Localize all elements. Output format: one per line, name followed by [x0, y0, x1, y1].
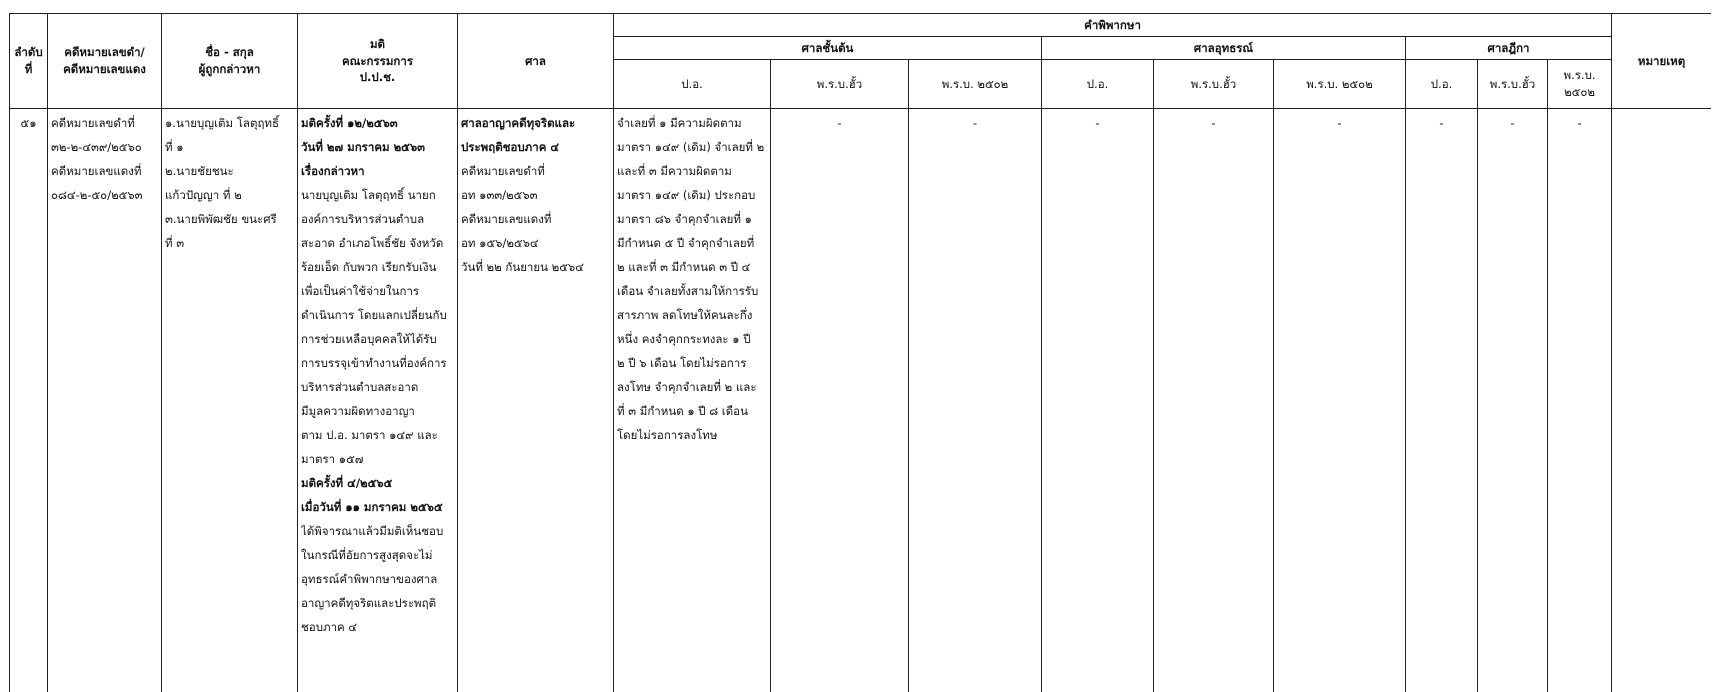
header-supreme-court: ศาลฎีกา [1406, 37, 1612, 60]
resolution-line: การบรรจุเข้าทำงานที่องค์การ [301, 356, 447, 370]
resolution-line: เรื่องกล่าวหา [301, 164, 365, 178]
cell-accused-names: ๑.นายบุญเติม โลตุฤทธิ์ ที่ ๑ ๒.นายชัยชนะ แก้วปัญญา ที่ ๒ ๓.นายพิพัฒชัย ขนะศรี ที่ ๓ [162, 109, 298, 692]
resolution-line: ตาม ป.อ. มาตรา ๑๔๙ และ [301, 428, 438, 442]
resolution-line: เมื่อวันที่ ๑๑ มกราคม ๒๕๖๕ [301, 500, 443, 514]
header-verdict: คำพิพากษา [614, 14, 1612, 37]
resolution-line: องค์การบริหารส่วนตำบล [301, 212, 425, 226]
header-case-number: คดีหมายเลขดำ/ คดีหมายเลขแดง [48, 14, 162, 109]
court-line: วันที่ ๒๒ กันยายน ๒๕๖๔ [461, 260, 584, 274]
cell-seq: ๕๑ [10, 109, 48, 692]
court-line: คดีหมายเลขดำที่ [461, 164, 545, 178]
resolution-line: ร้อยเอ็ด กับพวก เรียกรับเงิน [301, 260, 437, 274]
header-appeal-prb-2502: พ.ร.บ. ๒๕๐๒ [1274, 60, 1406, 109]
cell-first-po: จำเลยที่ ๑ มีความผิดตาม มาตรา ๑๔๙ (เดิม) จำเลยที่ ๒ และที่ ๓ มีความผิดตาม มาตรา ๑๔๙ (เดิม) ประกอบ มาตรา ๘๖ จำคุกจำเลยที่ ๑ มีกำหนด ๕ ปี จำคุกจำเลยที่ ๒ และที่ ๓ มีกำหนด ๓ ปี ๔ เดือน จำเลยทั้งสามให้การรับ สารภาพ ลดโทษให้คนละกึ่ง หนึ่ง คงจำคุกกระทงละ ๑ ปี ๒ ปี ๖ เดือน โดยไม่รอการ ลงโทษ จำคุกจำเลยที่ ๒ และ ที่ ๓ มีกำหนด ๑ ปี ๘ เดือน โดยไม่รอการลงโทษ [614, 109, 771, 692]
cell-supreme-po: - [1406, 109, 1478, 692]
header-first-court: ศาลชั้นต้น [614, 37, 1042, 60]
header-accused-name: ชื่อ - สกุล ผู้ถูกกล่าวหา [162, 14, 298, 109]
resolution-line: เพื่อเป็นค่าใช้จ่ายในการ [301, 284, 420, 298]
cell-first-prb-2502: - [909, 109, 1042, 692]
table-row [10, 109, 1712, 692]
resolution-line: การช่วยเหลือบุคคลให้ได้รับ [301, 332, 437, 346]
document-page [9, 13, 1711, 692]
cell-supreme-prb-old: - [1478, 109, 1548, 692]
resolution-line: มีมูลความผิดทางอาญา [301, 404, 415, 418]
court-line: อท ๑๓๓/๒๕๖๓ [461, 188, 538, 202]
header-first-prb-2502: พ.ร.บ. ๒๕๐๒ [909, 60, 1042, 109]
resolution-line: ได้พิจารณาแล้วมีมติเห็นชอบ [301, 524, 444, 538]
resolution-line: นายบุญเติม โลตุฤทธิ์ นายก [301, 188, 436, 202]
cell-appeal-po: - [1042, 109, 1154, 692]
header-court: ศาล [458, 14, 614, 109]
case-table [9, 13, 1711, 692]
header-first-prb-old: พ.ร.บ.ฮั้ว [771, 60, 909, 109]
cell-first-prb-old: - [771, 109, 909, 692]
resolution-line: ในกรณีที่อัยการสูงสุดจะไม่ [301, 548, 433, 562]
court-line: อท ๑๕๖/๒๕๖๔ [461, 236, 539, 250]
header-supreme-po: ป.อ. [1406, 60, 1478, 109]
header-seq: ลำดับ ที่ [10, 14, 48, 109]
court-line: คดีหมายเลขแดงที่ [461, 212, 552, 226]
header-first-po: ป.อ. [614, 60, 771, 109]
resolution-line: ชอบภาค ๔ [301, 620, 358, 634]
header-resolution: มติ คณะกรรมการ ป.ป.ช. [298, 14, 458, 109]
resolution-line: มติครั้งที่ ๑๒/๒๕๖๓ [301, 116, 398, 130]
resolution-line: ดำเนินการ โดยแลกเปลี่ยนกับ [301, 308, 447, 322]
header-appeal-po: ป.อ. [1042, 60, 1154, 109]
cell-remark [1612, 109, 1711, 692]
cell-resolution [298, 109, 458, 692]
cell-court [458, 109, 614, 692]
header-supreme-prb-old: พ.ร.บ.ฮั้ว [1478, 60, 1548, 109]
court-line: ศาลอาญาคดีทุจริตและ [461, 116, 576, 130]
court-line: ประพฤติชอบภาค ๔ [461, 140, 560, 154]
resolution-line: มาตรา ๑๕๗ [301, 452, 364, 466]
cell-supreme-prb-2502: - [1548, 109, 1612, 692]
resolution-line: อาญาคดีทุจริตและประพฤติ [301, 596, 437, 610]
resolution-line: สะอาด อำเภอโพธิ์ชัย จังหวัด [301, 236, 444, 250]
cell-case-number: คดีหมายเลขดำที่ ๓๒-๒-๔๓๙/๒๕๖๐ คดีหมายเลขแดงที่ ๐๘๔-๒-๕๐/๒๕๖๓ [48, 109, 162, 692]
resolution-line: มติครั้งที่ ๔/๒๕๖๕ [301, 476, 393, 490]
resolution-line: อุทธรณ์คำพิพากษาของศาล [301, 572, 438, 586]
header-appeal-prb-old: พ.ร.บ.ฮั้ว [1154, 60, 1274, 109]
header-remark: หมายเหตุ [1612, 14, 1711, 109]
resolution-line: บริหารส่วนตำบลสะอาด [301, 380, 419, 394]
resolution-line: วันที่ ๒๗ มกราคม ๒๕๖๓ [301, 140, 426, 154]
header-appeal-court: ศาลอุทธรณ์ [1042, 37, 1406, 60]
header-supreme-prb-2502: พ.ร.บ. ๒๕๐๒ [1548, 60, 1612, 109]
cell-appeal-prb-old: - [1154, 109, 1274, 692]
cell-appeal-prb-2502: - [1274, 109, 1406, 692]
